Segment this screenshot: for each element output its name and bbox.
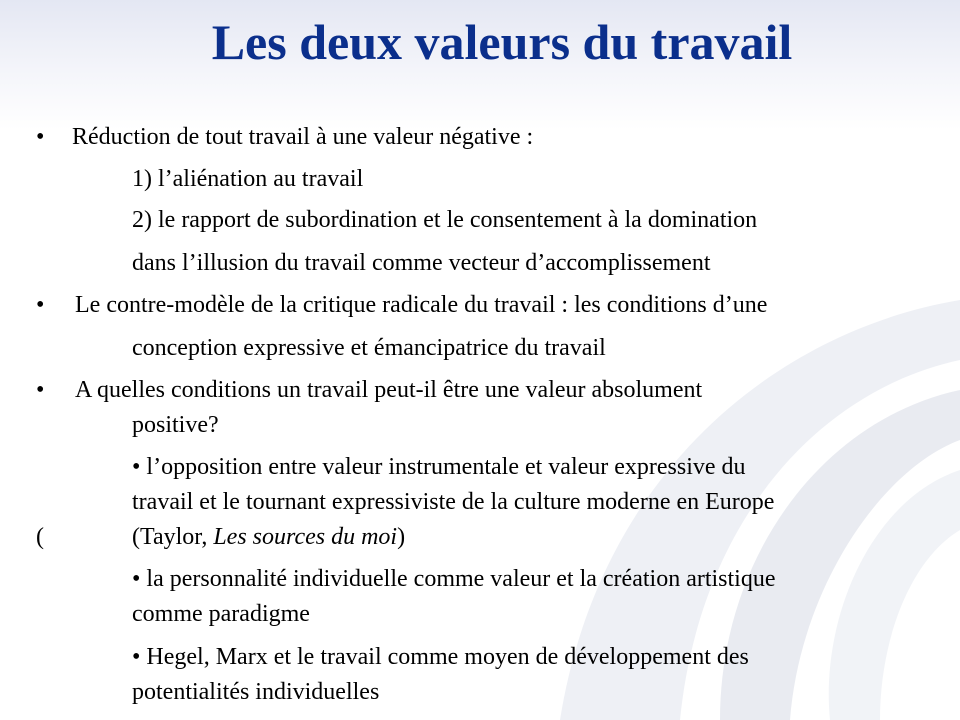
bullet-3-mark: • <box>36 377 45 403</box>
sub-bullet-1: • l’opposition entre valeur instrumentale et valeur expressive du <box>132 454 746 480</box>
bullet-3-cont: positive? <box>132 412 219 438</box>
sub-bullet-1-cont: travail et le tournant expressiviste de la culture moderne en Europe <box>132 489 775 515</box>
bullet-3-text: A quelles conditions un travail peut-il être une valeur absolument <box>75 377 703 403</box>
sub-bullet-3: • Hegel, Marx et le travail comme moyen de développement des <box>132 644 749 670</box>
bullet-2-mark: • <box>36 292 45 318</box>
bullet-2-text: Le contre-modèle de la critique radicale du travail : les conditions d’une <box>75 292 768 318</box>
sub-bullet-2: • la personnalité individuelle comme valeur et la création artistique <box>132 566 776 592</box>
bullet-1-mark: • <box>36 124 45 150</box>
citation-prefix: (Taylor, <box>132 524 214 550</box>
citation-book-title: Les sources du moi <box>213 524 398 550</box>
paren-mark: ( <box>36 524 44 550</box>
bullet-1-item-2: 2) le rapport de subordination et le consentement à la domination <box>132 207 758 233</box>
citation-suffix: ) <box>397 524 406 550</box>
sub-bullet-2-cont: comme paradigme <box>132 601 310 627</box>
sub-bullet-3-cont: potentialités individuelles <box>132 679 380 705</box>
bullet-1-text: Réduction de tout travail à une valeur négative : <box>72 124 534 150</box>
sub-bullet-1-citation <box>132 522 405 552</box>
slide-title: Les deux valeurs du travail <box>211 14 793 70</box>
bullet-1-item-1: 1) l’aliénation au travail <box>132 166 364 192</box>
bullet-1-item-2-cont: dans l’illusion du travail comme vecteur d’accomplissement <box>132 250 711 276</box>
bullet-2-cont: conception expressive et émancipatrice du travail <box>132 335 606 361</box>
